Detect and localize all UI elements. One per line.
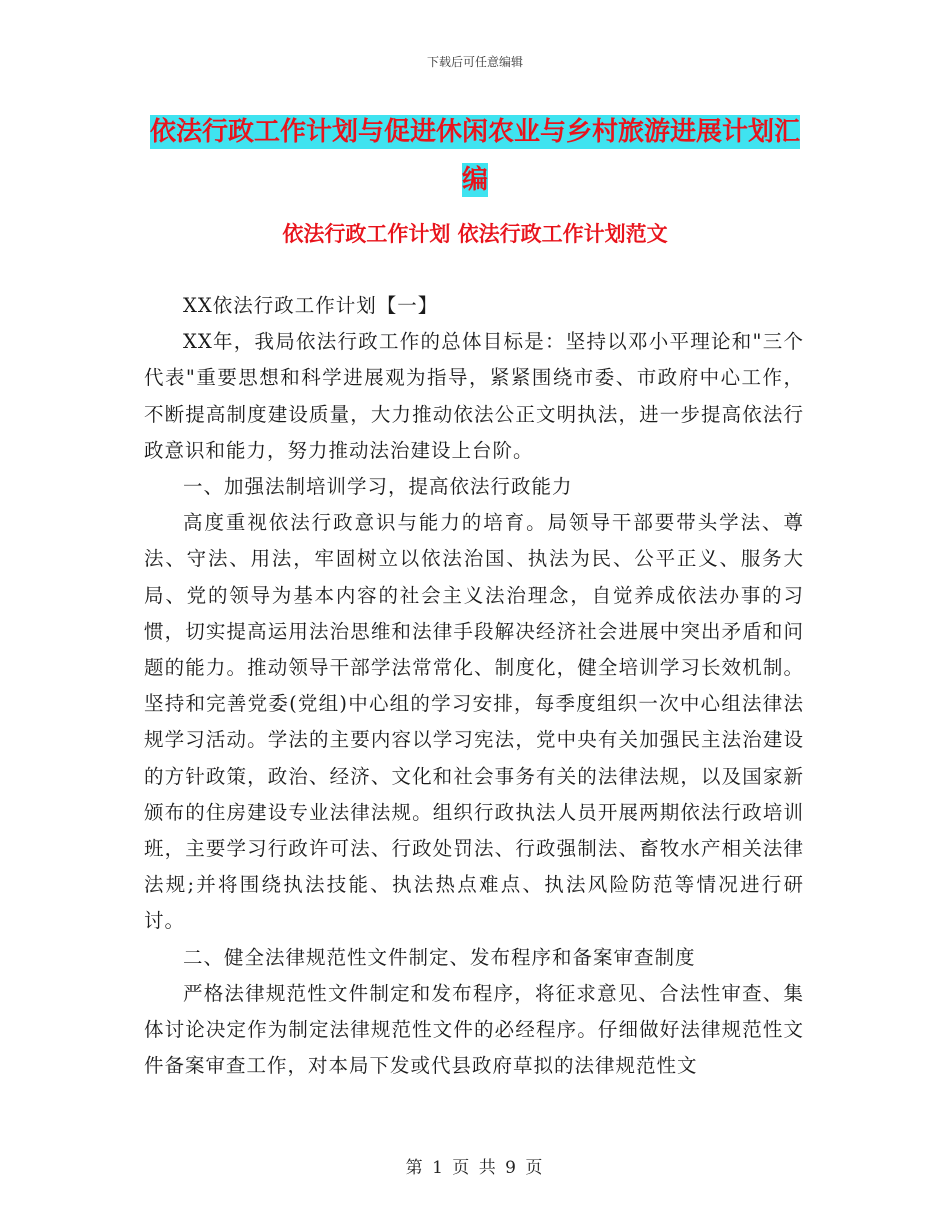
document-title-text: 依法行政工作计划与促进休闲农业与乡村旅游进展计划汇编 xyxy=(149,117,800,195)
paragraph-training: 高度重视依法行政意识与能力的培育。局领导干部要带头学法、尊法、守法、用法，牢固树立以依法治国、执法为民、公平正义、服务大局、党的领导为基本内容的社会主义法治理念，自觉养成依法办事的习惯，切实提高运用法治思维和法律手段解决经济社会进展中突出矛盾和问题的能力。推动领导干部学法常常化、制度化，健全培训学习长效机制。坚持和完善党委(党组)中心组的学习安排，每季度组织一次中心组法律法规学习活动。学法的主要内容以学习宪法，党中央有关加强民主法治建设的方针政策，政治、经济、文化和社会事务有关的法律法规，以及国家新颁布的住房建设专业法律法规。组织行政执法人员开展两期依法行政培训班，主要学习行政许可法、行政处罚法、行政强制法、畜牧水产相关法律法规;并将围绕执法技能、执法热点难点、执法风险防范等情况进行研讨。 xyxy=(144,511,804,933)
document-title xyxy=(140,108,810,204)
paragraph-heading-1: 一、加强法制培训学习，提高依法行政能力 xyxy=(183,475,573,499)
paragraph-plan-heading: XX依法行政工作计划【一】 xyxy=(183,294,439,317)
document-body xyxy=(144,288,804,1084)
header-note: 下载后可任意编辑 xyxy=(426,55,523,69)
paragraph-overall-goal: XX年，我局依法行政工作的总体目标是：坚持以邓小平理论和"三个代表"重要思想和科学进展观为指导，紧紧围绕市委、市政府中心工作，不断提高制度建设质量，大力推动依法公正文明执法，进一步提高依法行政意识和能力，努力推动法治建设上台阶。 xyxy=(144,330,804,462)
page-number: 第 1 页 共 9 页 xyxy=(405,1158,545,1178)
section-title: 依法行政工作计划 依法行政工作计划范文 xyxy=(282,222,668,246)
paragraph-heading-2: 二、健全法律规范性文件制定、发布程序和备案审查制度 xyxy=(183,945,696,969)
paragraph-regulations: 严格法律规范性文件制定和发布程序，将征求意见、合法性审查、集体讨论决定作为制定法律规范性文件的必经程序。仔细做好法律规范性文件备案审查工作，对本局下发或代县政府草拟的法律规范性文 xyxy=(144,981,804,1078)
